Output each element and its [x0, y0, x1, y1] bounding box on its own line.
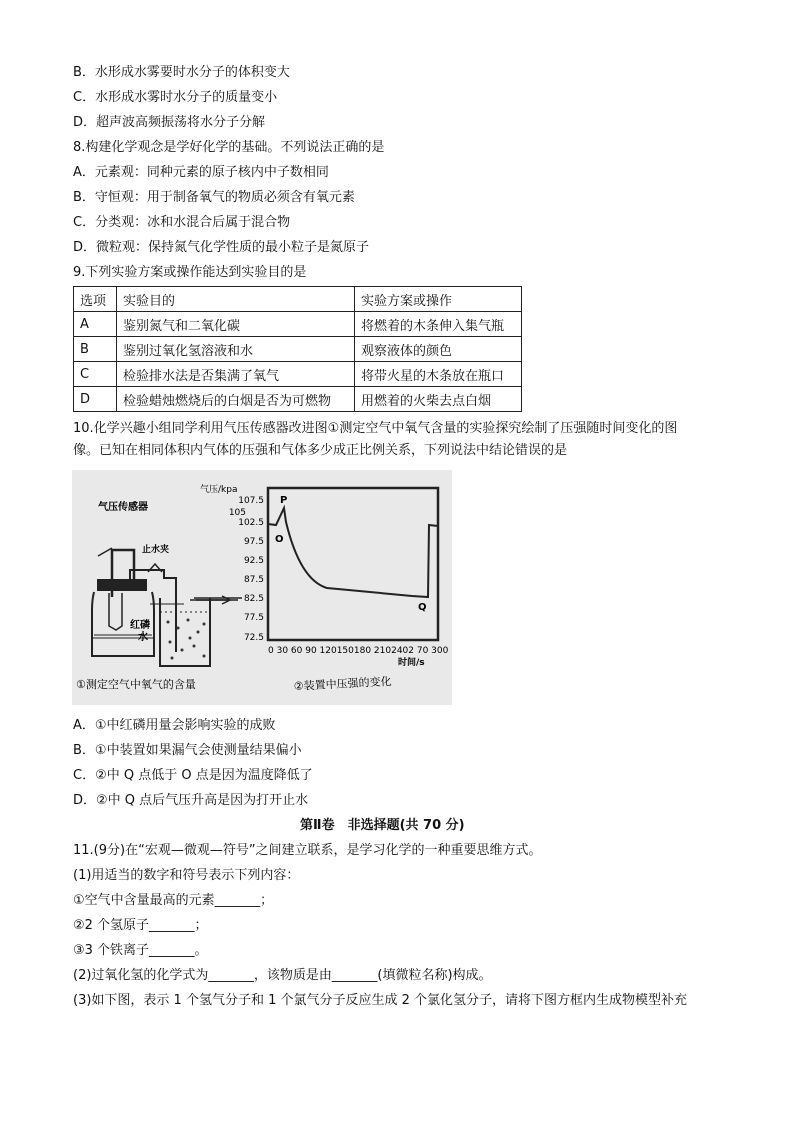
table-row [74, 362, 522, 387]
q11-sub2: (2)过氧化氢的化学式为_______，该物质是由_______(填微粒名称)构成。 [73, 968, 492, 983]
section-title: 第Ⅱ卷 非选择题(共 70 分) [300, 818, 465, 833]
table-cell: C [74, 362, 117, 387]
table-cell: 鉴别氮气和二氧化碳 [117, 312, 355, 337]
x-axis-label: 时间/s [398, 658, 425, 668]
q8-option-d: D．微粒观：保持氮气化学性质的最小粒子是氮原子 [73, 240, 370, 255]
q7-option-c: C．水形成水雾时水分子的质量变小 [73, 90, 278, 105]
y-tick-label: 77.5 [243, 613, 264, 623]
table-row [74, 387, 522, 412]
q10-option-c: C．②中 Q 点低于 O 点是因为温度降低了 [73, 768, 313, 783]
y-tick-label: 102.5 [238, 518, 264, 528]
table-cell: 检验蜡烛燃烧后的白烟是否为可燃物 [117, 387, 355, 412]
table-row [74, 312, 522, 337]
point-p-label: P [280, 495, 288, 506]
table-cell: B [74, 337, 117, 362]
q11-sub3: (3)如下图，表示 1 个氢气分子和 1 个氯气分子反应生成 2 个氯化氢分子，请将下图方框内生成物模型补充 [73, 993, 688, 1008]
table-header-cell: 实验目的 [117, 287, 355, 312]
y-tick-labels [229, 496, 264, 643]
caption-right: ②装置中压强的变化 [293, 674, 392, 693]
y-axis-label: 气压/kpa [200, 485, 238, 495]
y-tick-label: 97.5 [243, 537, 264, 547]
q10-stem-line1: 10.化学兴趣小组同学利用气压传感器改进图①测定空气中氧气含量的实验探究绘制了压强随时间变化的图 [73, 421, 678, 436]
water-label: 水 [138, 632, 148, 643]
sensor-label: 气压传感器 [98, 502, 148, 513]
table-cell: D [74, 387, 117, 412]
table-cell: A [74, 312, 117, 337]
y-tick-label: 107.5 [238, 496, 264, 506]
plot-frame [268, 488, 438, 640]
q8-option-a: A．元素观：同种元素的原子核内中子数相同 [73, 165, 329, 180]
table-cell: 鉴别过氧化氢溶液和水 [117, 337, 355, 362]
q10-option-a: A．①中红磷用量会影响实验的成败 [73, 718, 276, 733]
y-tick-label: 92.5 [243, 556, 264, 566]
q10-option-d: D．②中 Q 点后气压升高是因为打开止水 [73, 793, 309, 808]
y-tick-label-partial: 105 [228, 508, 246, 518]
q10-figure-photo [72, 470, 452, 705]
q11-item2: ②2 个氢原子_______； [73, 918, 208, 933]
table-cell: 用燃着的火柴去点白烟 [355, 387, 522, 412]
y-tick-label: 87.5 [243, 575, 264, 585]
q8-option-c: C．分类观：冰和水混合后属于混合物 [73, 215, 291, 230]
red-phosphorus-label: 红磷 [130, 620, 150, 631]
table-cell: 将燃着的木条伸入集气瓶 [355, 312, 522, 337]
x-tick-labels: 0 30 60 90 120150180 2102402 70 300 [268, 646, 449, 656]
point-q-label: Q [418, 602, 427, 613]
point-o-label: O [275, 534, 284, 545]
q9-stem: 9.下列实验方案或操作能达到实验目的是 [73, 265, 307, 280]
table-cell: 将带火星的木条放在瓶口 [355, 362, 522, 387]
q8-option-b: B．守恒观：用于制备氧气的物质必须含有氧元素 [73, 190, 355, 205]
apparatus-drawing [92, 548, 242, 666]
q10-option-b: B．①中装置如果漏气会使测量结果偏小 [73, 743, 302, 758]
table-row [74, 337, 522, 362]
q11-stem: 11.(9分)在“宏观—微观—符号”之间建立联系，是学习化学的一种重要思维方式。 [73, 843, 542, 858]
pressure-curve [268, 508, 438, 597]
q11-item3: ③3 个铁离子_______。 [73, 943, 208, 958]
q8-stem: 8.构建化学观念是学好化学的基础。不列说法正确的是 [73, 140, 385, 155]
beaker-water-dots [167, 619, 206, 660]
caption-left: ①测定空气中氧气的含量 [76, 678, 196, 691]
q11-item1: ①空气中含量最高的元素_______； [73, 893, 274, 908]
table-header-cell: 选项 [74, 287, 117, 312]
clamp-label: 止水夹 [142, 545, 170, 555]
q10-stem-line2: 像。已知在相同体积内气体的压强和气体多少成正比例关系，下列说法中结论错误的是 [73, 443, 568, 458]
y-tick-label: 82.5 [243, 594, 264, 604]
table-header-cell: 实验方案或操作 [355, 287, 522, 312]
q9-options-table [73, 286, 522, 412]
table-cell: 观察液体的颜色 [355, 337, 522, 362]
table-header-row [74, 287, 522, 312]
q11-sub1: (1)用适当的数字和符号表示下列内容： [73, 868, 300, 883]
q7-option-b: B．水形成水雾要时水分子的体积变大 [73, 65, 290, 80]
q7-option-d: D．超声波高频振荡将水分子分解 [73, 115, 266, 130]
y-tick-label: 72.5 [243, 633, 264, 643]
table-cell: 检验排水法是否集满了氧气 [117, 362, 355, 387]
